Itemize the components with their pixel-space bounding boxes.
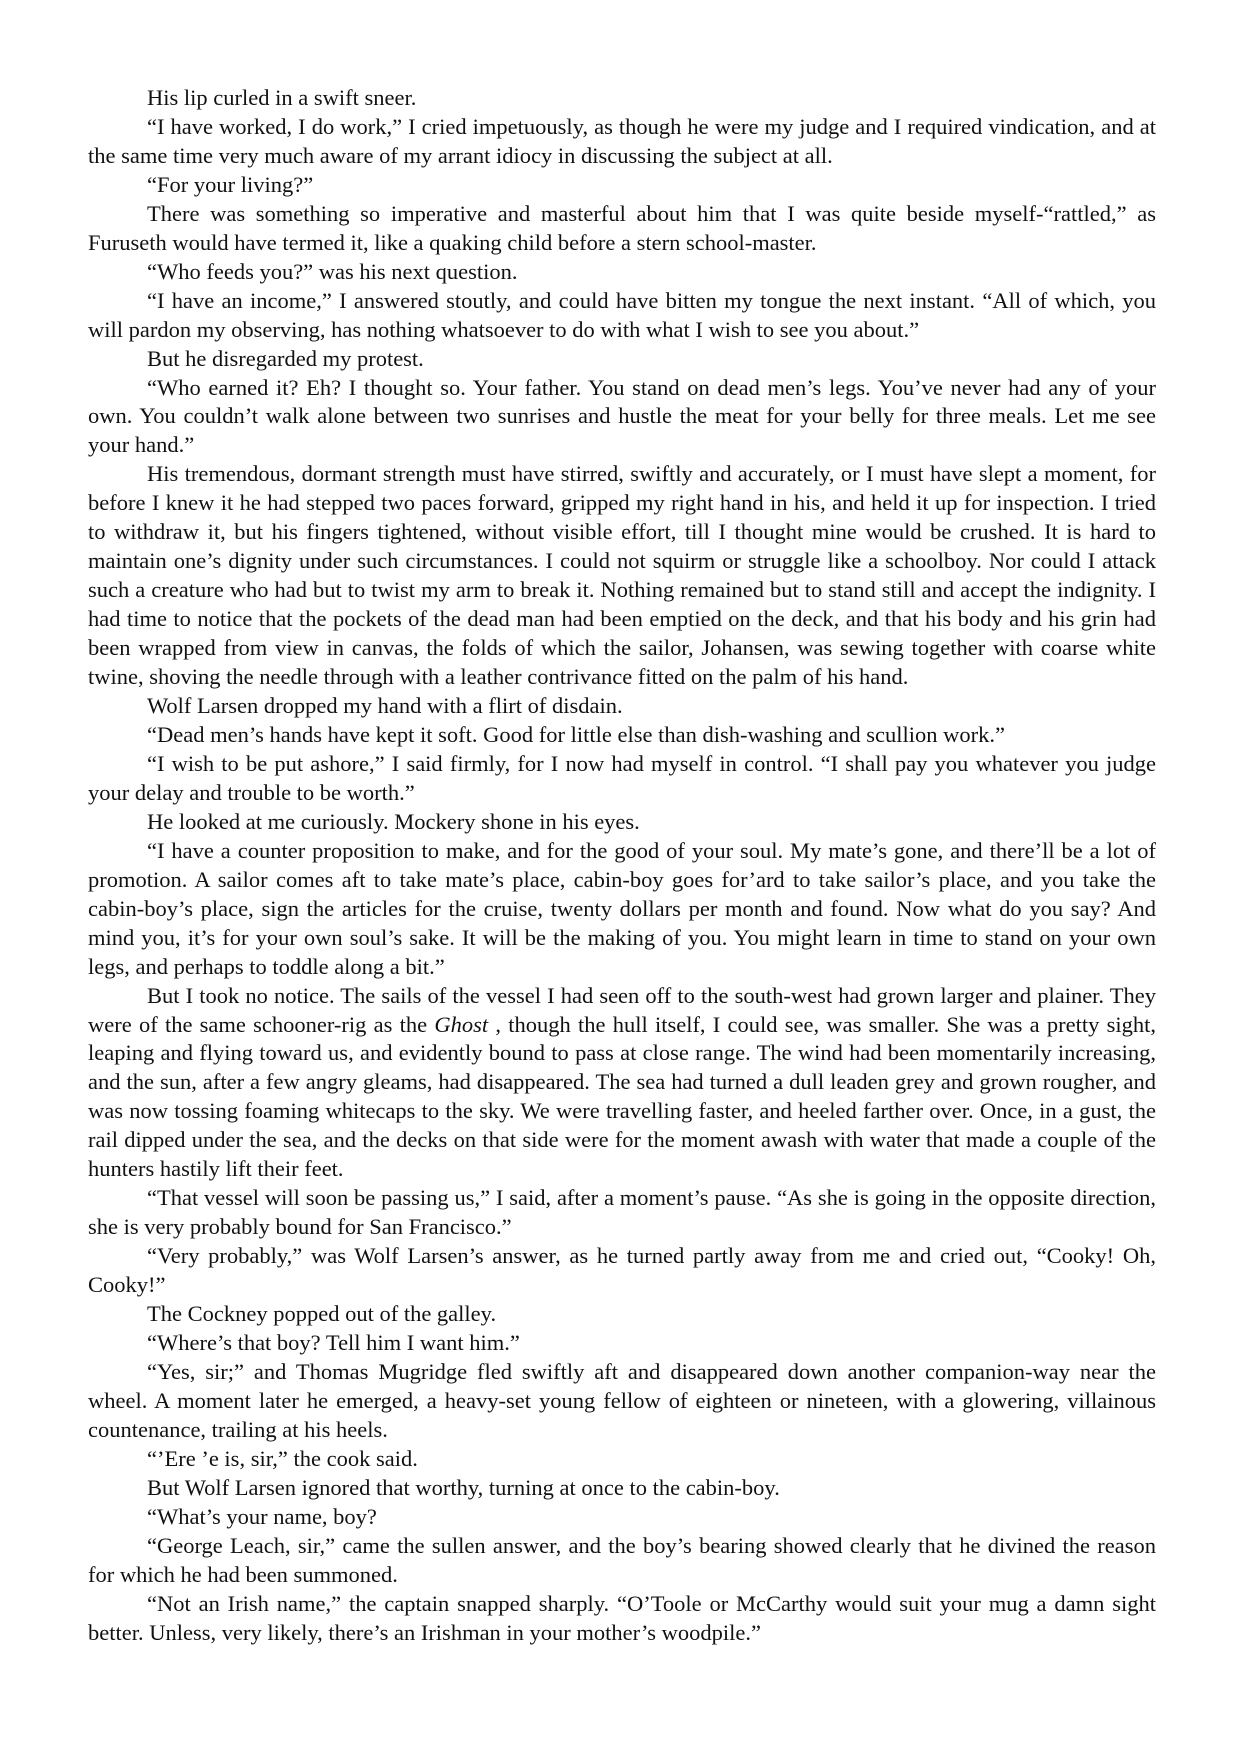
paragraph: “I have a counter proposition to make, and for the good of your soul. My mate’s gone, and there’ll be a lot of promotion. A sailor comes aft to take mate’s place, cabin-boy goes for’ard to take sailor’s place, and you take the cabin-boy’s place, sign the articles for the cruise, twenty dollars per month and found. Now what do you say? And mind you, it’s for your own soul’s sake. It will be the making of you. You might learn in time to stand on your own legs, and perhaps to toddle along a bit.” <box>88 837 1156 979</box>
book-page <box>88 84 1156 1647</box>
paragraph: “I have worked, I do work,” I cried impetuously, as though he were my judge and I required vindication, and at the same time very much aware of my arrant idiocy in discussing the subject at all. <box>88 113 1156 168</box>
paragraph: “I wish to be put ashore,” I said firmly, for I now had myself in control. “I shall pay you whatever you judge your delay and trouble to be worth.” <box>88 750 1156 805</box>
paragraph: “I have an income,” I answered stoutly, and could have bitten my tongue the next instant. “All of which, you will pardon my observing, has nothing whatsoever to do with what I wish to see you about.” <box>88 287 1156 342</box>
paragraph: “Very probably,” was Wolf Larsen’s answer, as he turned partly away from me and cried out, “Cooky! Oh, Cooky!” <box>88 1243 1156 1298</box>
paragraph: “Who earned it? Eh? I thought so. Your father. You stand on dead men’s legs. You’ve never had any of your own. You couldn’t walk alone between two sunrises and hustle the meat for your belly for three meals. Let me see your hand.” <box>88 374 1156 458</box>
paragraph-text-after: , though the hull itself, I could see, was smaller. She was a pretty sight, leaping and flying toward us, and evidently bound to pass at close range. The wind had been momentarily increasing, and the sun, after a few angry gleams, had disappeared. The sea had turned a dull leaden grey and grown rougher, and was now tossing foaming whitecaps to the sky. We were travelling faster, and heeled farther over. Once, in a gust, the rail dipped under the sea, and the decks on that side were for the moment awash with water that made a couple of the hunters hastily lift their feet. <box>88 1011 1156 1182</box>
ship-name-italic: Ghost <box>434 1011 489 1037</box>
paragraph: “Not an Irish name,” the captain snapped sharply. “O’Toole or McCarthy would suit your mug a damn sight better. Unless, very likely, there’s an Irishman in your mother’s woodpile.” <box>88 1590 1156 1645</box>
paragraph: “Yes, sir;” and Thomas Mugridge fled swiftly aft and disappeared down another companion-way near the wheel. A moment later he emerged, a heavy-set young fellow of eighteen or nineteen, with a glowering, villainous countenance, trailing at his heels. <box>88 1358 1156 1442</box>
paragraph: His lip curled in a swift sneer. <box>147 85 417 110</box>
paragraph: “Who feeds you?” was his next question. <box>147 258 518 284</box>
paragraph <box>88 982 1156 1185</box>
paragraph: But he disregarded my protest. <box>147 345 424 371</box>
paragraph: He looked at me curiously. Mockery shone in his eyes. <box>147 808 640 834</box>
paragraph: His tremendous, dormant strength must have stirred, swiftly and accurately, or I must have slept a moment, for before I knew it he had stepped two paces forward, gripped my right hand in his, and held it up for inspection. I tried to withdraw it, but his fingers tightened, without visible effort, till I thought mine would be crushed. It is hard to maintain one’s dignity under such circumstances. I could not squirm or struggle like a schoolboy. Nor could I attack such a creature who had but to twist my arm to break it. Nothing remained but to stand still and accept the indignity. I had time to notice that the pockets of the dead man had been emptied on the deck, and that his body and his grin had been wrapped from view in canvas, the folds of which the sailor, Johansen, was sewing together with coarse white twine, shoving the needle through with a leather contrivance fitted on the palm of his hand. <box>88 461 1156 690</box>
paragraph: Wolf Larsen dropped my hand with a flirt of disdain. <box>147 693 623 719</box>
paragraph: But Wolf Larsen ignored that worthy, turning at once to the cabin-boy. <box>147 1474 780 1500</box>
paragraph: The Cockney popped out of the galley. <box>147 1301 497 1327</box>
paragraph: “What’s your name, boy? <box>147 1503 377 1529</box>
paragraph: “That vessel will soon be passing us,” I said, after a moment’s pause. “As she is going in the opposite direction, she is very probably bound for San Francisco.” <box>88 1185 1156 1240</box>
paragraph: “’Ere ’e is, sir,” the cook said. <box>147 1445 418 1471</box>
paragraph: There was something so imperative and masterful about him that I was quite beside myself-“rattled,” as Furuseth would have termed it, like a quaking child before a stern school-master. <box>88 200 1156 255</box>
paragraph: “George Leach, sir,” came the sullen answer, and the boy’s bearing showed clearly that he divined the reason for which he had been summoned. <box>88 1532 1156 1587</box>
paragraph: “Where’s that boy? Tell him I want him.” <box>147 1329 520 1355</box>
paragraph-text-before: But I took no notice. The sails of the vessel I had seen off to the south-west had grown larger and plainer. They were of the same schooner-rig as the <box>88 982 1156 1037</box>
paragraph: “Dead men’s hands have kept it soft. Good for little else than dish-washing and scullion work.” <box>147 721 1005 747</box>
paragraph: “For your living?” <box>147 171 314 197</box>
